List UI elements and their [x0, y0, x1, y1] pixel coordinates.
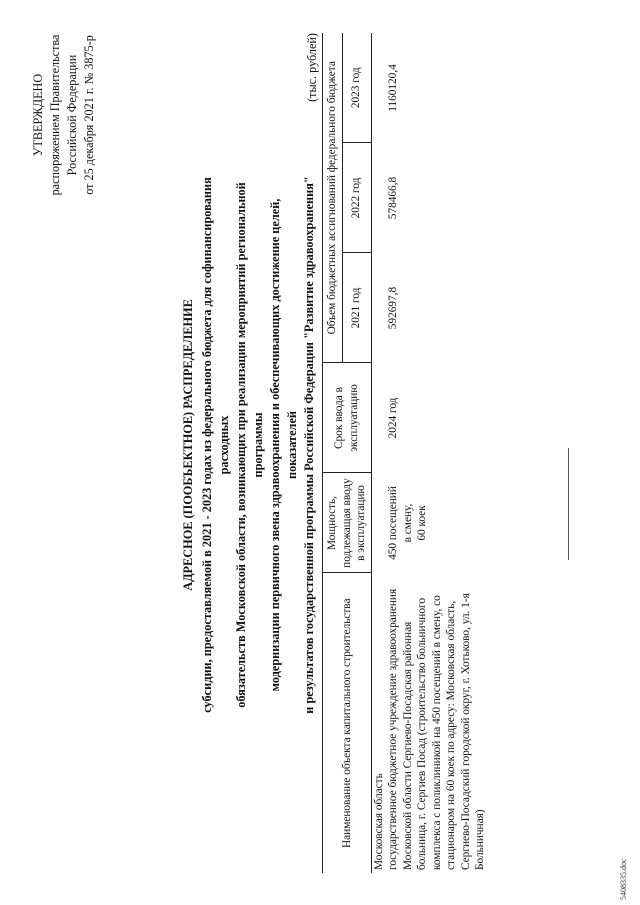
- approval-line: распоряжением Правительства: [48, 34, 62, 196]
- document-code: 5408335.doc: [619, 858, 628, 900]
- document-title: [180, 165, 318, 725]
- header-year-2022: 2022 год: [342, 143, 371, 253]
- header-deadline: Срок ввода в эксплуатацию: [323, 363, 372, 473]
- header-year-2023: 2023 год: [342, 33, 371, 143]
- region-name: Московская область: [372, 773, 385, 870]
- capacity-cell: [386, 473, 488, 573]
- amount-2023-cell: 1160120,4: [387, 64, 399, 112]
- amount-2022-cell: 578466,8: [387, 176, 399, 220]
- approval-line: Российской Федерации: [65, 54, 79, 176]
- subtitle-line: модернизации первичного звена здравоохранения и обеспечивающих достижение целей, показателей: [268, 198, 299, 692]
- table-row: [386, 33, 488, 873]
- amount-2021-cell: 592697,8: [387, 286, 399, 330]
- header-budget-group: Объем бюджетных ассигнований федерального бюджета: [323, 33, 343, 363]
- deadline-cell: 2024 год: [387, 397, 399, 439]
- subtitle-line: обязательств Московской области, возникающих при реализации мероприятий региональной программы: [234, 182, 265, 708]
- header-object-name: Наименование объекта капитального строительства: [323, 573, 372, 873]
- capacity-line: 60 коек: [416, 505, 428, 541]
- approval-title: УТВЕРЖДЕНО: [31, 73, 45, 157]
- header-year-2021: 2021 год: [342, 253, 371, 363]
- approval-date-number: от 25 декабря 2021 г. № 3875-р: [82, 35, 96, 195]
- subtitle-line: субсидии, предоставляемой в 2021 - 2023 годах из федерального бюджета для софинансирования расходных: [200, 177, 231, 713]
- capacity-line: 450 посещений: [387, 486, 399, 560]
- distribution-table: [322, 33, 488, 873]
- object-name-cell: государственное бюджетное учреждение здравоохранения Московской области Сергиево-Посадская районная больница, г. Сергиев Посад (строительство больничного комплекса с поликлиникой на 450 посещений в смену, со стационаром на 60 коек по адресу: Московская область, Сергиево-Посадский городской округ, г. Хотьково, ул. 1-я Больничная): [387, 588, 486, 870]
- approval-stamp: [30, 0, 98, 230]
- capacity-line: в смену,: [401, 503, 414, 543]
- document-heading: АДРЕСНОЕ (ПООБЪЕКТНОЕ) РАСПРЕДЕЛЕНИЕ: [181, 299, 195, 591]
- header-capacity: Мощность, подлежащая вводу в эксплуатацию: [323, 473, 372, 573]
- signature-line: [568, 448, 569, 560]
- subtitle-line: и результатов государственной программы Российской Федерации "Развитие здравоохранения": [302, 176, 316, 714]
- units-label: (тыс. рублей): [305, 33, 319, 102]
